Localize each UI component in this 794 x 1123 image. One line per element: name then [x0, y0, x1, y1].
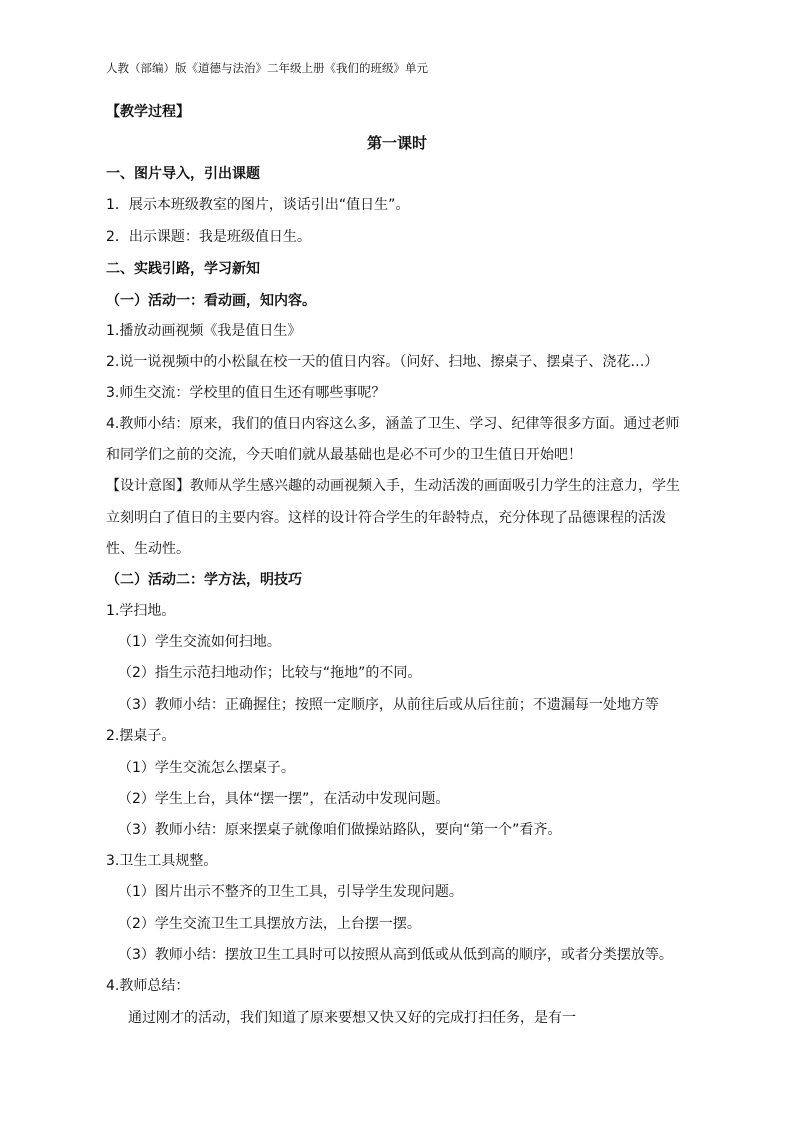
- activity1-item-4-cont: 和同学们之前的交流，今天咱们就从最基础也是必不可少的卫生值日开始吧！: [106, 447, 582, 463]
- design-intent-line-1: 【设计意图】教师从学生感兴趣的动画视频入手，生动活泼的画面吸引力学生的注意力，学生: [106, 478, 680, 494]
- sweep-item-2: （2）指生示范扫地动作；比较与“拖地”的不同。: [118, 665, 422, 681]
- part1-item-1: 1．展示本班级教室的图片，谈话引出“值日生”。: [106, 197, 410, 213]
- design-intent-line-3: 性、生动性。: [106, 541, 190, 557]
- summary-title: 4.教师总结：: [106, 978, 190, 994]
- part2-heading: 二、实践引路，学习新知: [106, 261, 260, 277]
- desks-item-3: （3）教师小结：原来摆桌子就像咱们做操站路队，要向“第一个”看齐。: [118, 822, 562, 838]
- sweep-title: 1.学扫地。: [106, 603, 176, 619]
- activity1-heading: （一）活动一：看动画，知内容。: [106, 293, 316, 309]
- page-header: 人教（部编）版《道德与法治》二年级上册《我们的班级》单元: [106, 61, 428, 75]
- summary-text: 通过刚才的活动，我们知道了原来要想又快又好的完成打扫任务，是有一: [128, 1010, 576, 1026]
- activity1-item-3: 3.师生交流：学校里的值日生还有哪些事呢？: [106, 385, 386, 401]
- desks-item-1: （1）学生交流怎么摆桌子。: [118, 760, 295, 776]
- sweep-item-3: （3）教师小结：正确握住；按照一定顺序，从前往后或从后往前；不遗漏每一处地方等: [118, 697, 659, 713]
- section-label: 【教学过程】: [106, 104, 190, 120]
- activity1-item-2: 2.说一说视频中的小松鼠在校一天的值日内容。（问好、扫地、擦桌子、摆桌子、浇花…）: [106, 354, 659, 370]
- activity1-item-1: 1.播放动画视频《我是值日生》: [106, 323, 302, 339]
- activity2-heading: （二）活动二：学方法，明技巧: [106, 572, 302, 588]
- lesson-title: 第一课时: [366, 134, 427, 152]
- activity1-item-4: 4.教师小结：原来，我们的值日内容这么多，涵盖了卫生、学习、纪律等很多方面。通过老师: [106, 416, 680, 432]
- tools-item-2: （2）学生交流卫生工具摆放方法，上台摆一摆。: [118, 916, 421, 932]
- desks-title: 2.摆桌子。: [106, 728, 176, 744]
- sweep-item-1: （1）学生交流如何扫地。: [118, 634, 281, 650]
- tools-item-1: （1）图片出示不整齐的卫生工具，引导学生发现问题。: [118, 884, 463, 900]
- tools-item-3: （3）教师小结：摆放卫生工具时可以按照从高到低或从低到高的顺序，或者分类摆放等。: [118, 947, 673, 963]
- design-intent-line-2: 立刻明白了值日的主要内容。这样的设计符合学生的年龄特点，充分体现了品德课程的活泼: [106, 510, 666, 526]
- tools-title: 3.卫生工具规整。: [106, 853, 218, 869]
- desks-item-2: （2）学生上台，具体“摆一摆”，在活动中发现问题。: [118, 791, 450, 807]
- part1-heading: 一、图片导入，引出课题: [106, 166, 260, 182]
- part1-item-2: 2．出示课题：我是班级值日生。: [106, 229, 311, 245]
